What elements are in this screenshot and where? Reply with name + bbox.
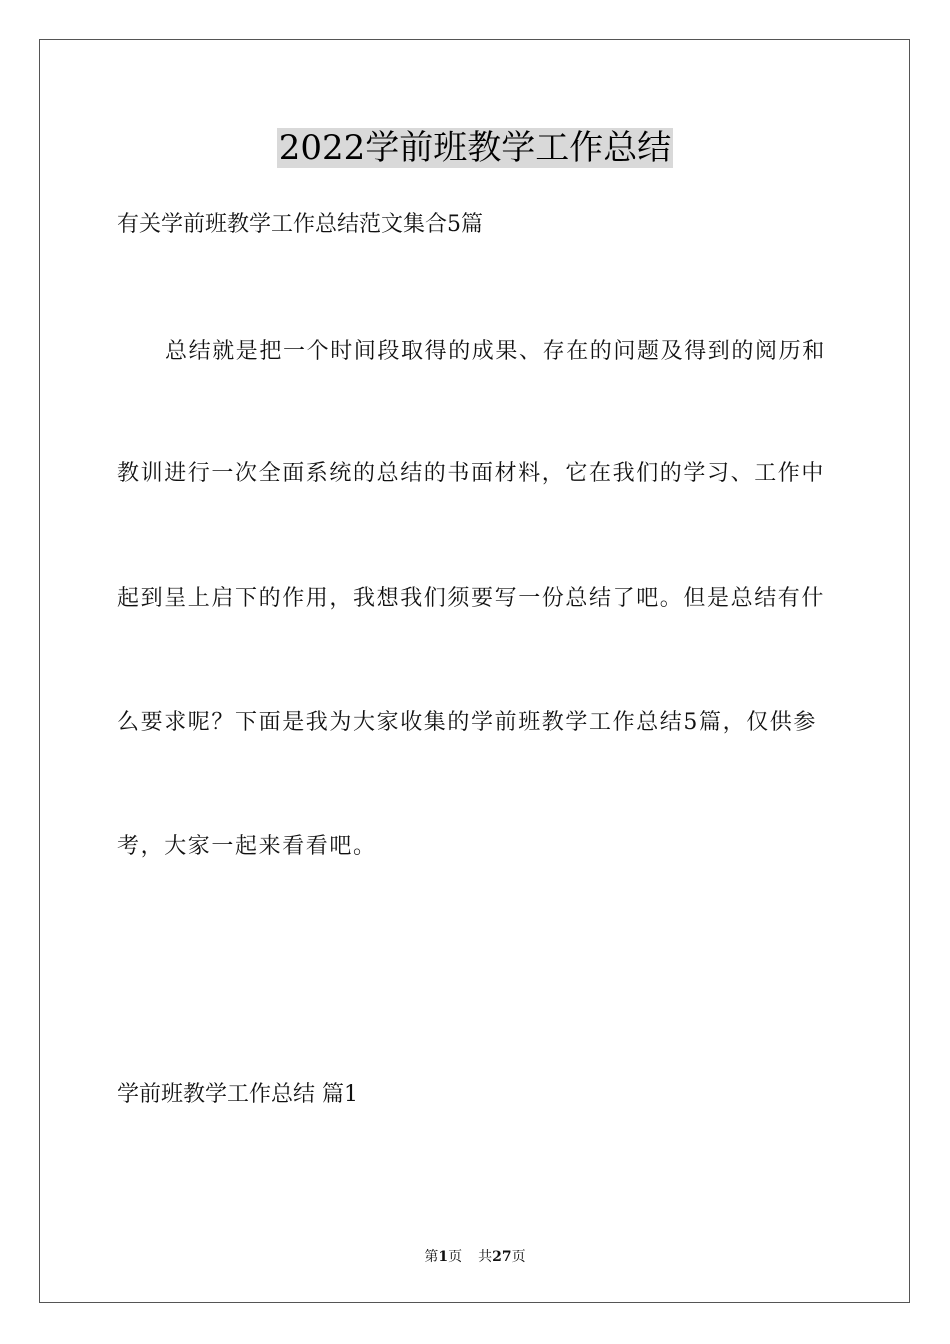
footer-page-prefix: 第 bbox=[424, 1249, 439, 1265]
page-footer bbox=[0, 1247, 950, 1267]
paragraph-line-2: 教训进行一次全面系统的总结的书面材料，它在我们的学习、工作中 bbox=[117, 461, 826, 486]
title-container bbox=[0, 128, 950, 168]
document-subtitle: 有关学前班教学工作总结范文集合5篇 bbox=[117, 212, 483, 237]
footer-page-number: 1 bbox=[438, 1249, 449, 1265]
paragraph-line-1: 总结就是把一个时间段取得的成果、存在的问题及得到的阅历和 bbox=[165, 339, 826, 364]
paragraph-line-3: 起到呈上启下的作用，我想我们须要写一份总结了吧。但是总结有什 bbox=[117, 586, 826, 611]
footer-total-prefix: 共 bbox=[478, 1249, 493, 1265]
footer-total-pages: 27 bbox=[492, 1249, 512, 1265]
footer-total-suffix: 页 bbox=[511, 1249, 526, 1265]
footer-page-suffix: 页 bbox=[448, 1249, 463, 1265]
section-heading: 学前班教学工作总结 篇1 bbox=[117, 1082, 358, 1107]
paragraph-line-5: 考，大家一起来看看吧。 bbox=[117, 834, 377, 859]
document-title: 2022学前班教学工作总结 bbox=[278, 128, 672, 168]
paragraph-line-4: 么要求呢？下面是我为大家收集的学前班教学工作总结5篇，仅供参 bbox=[117, 710, 817, 735]
